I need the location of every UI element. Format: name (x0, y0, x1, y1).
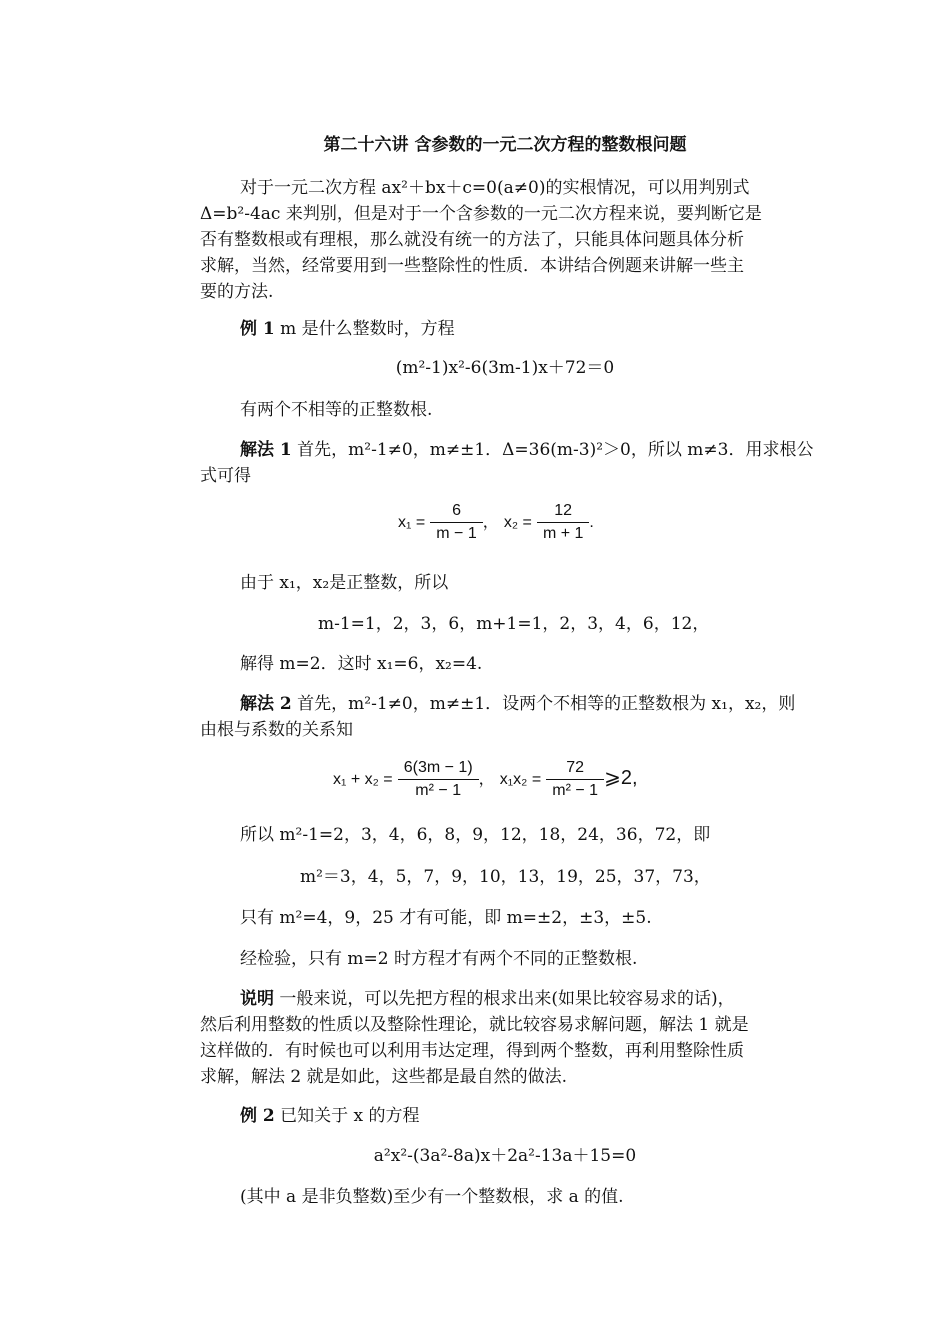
solution-1-line-5: 解得 m=2．这时 x₁=6，x₂=4. (240, 654, 483, 674)
solution-2-line-3: 所以 m²-1=2，3，4，6，8，9，12，18，24，36，72，即 (240, 825, 711, 845)
example-2-tail: (其中 a 是非负整数)至少有一个整数根，求 a 的值. (240, 1187, 624, 1207)
example-1-question: m 是什么整数时，方程 (274, 319, 455, 339)
solution-1-line-4: m-1=1，2，3，6，m+1=1，2，3，4，6，12， (318, 614, 710, 634)
note-line-2: 然后利用整数的性质以及整除性理论，就比较容易求解问题，解法 1 就是 (200, 1015, 749, 1035)
x1-numerator: 6 (430, 500, 482, 523)
note-label: 说明 (240, 989, 274, 1009)
sum-lhs: x₁ + x₂ = (333, 771, 393, 788)
solution-2-line-5: 只有 m²=4，9，25 才有可能，即 m=±2，±3，±5. (240, 908, 652, 928)
product-denominator: m² − 1 (552, 782, 599, 799)
x1-lhs: x₁ = (398, 514, 426, 531)
example-1-equation: (m²-1)x²-6(3m-1)x＋72＝0 (395, 358, 615, 378)
sum-denominator: m² − 1 (415, 782, 462, 799)
sum-fraction (398, 757, 479, 802)
solution-1-line-3: 由于 x₁，x₂是正整数，所以 (240, 573, 449, 593)
solution-1-line-2: 式可得 (200, 466, 251, 486)
solution-2-text: 首先，m²-1≠0，m≠±1．设两个不相等的正整数根为 x₁，x₂，则 (291, 694, 796, 714)
intro-line-1: 对于一元二次方程 ax²＋bx＋c=0(a≠0)的实根情况，可以用判别式 (240, 178, 750, 198)
note-line-3: 这样做的．有时候也可以利用韦达定理，得到两个整数，再利用整除性质 (200, 1041, 744, 1061)
x2-fraction (537, 500, 589, 545)
intro-line-4: 求解，当然，经常要用到一些整除性的性质．本讲结合例题来讲解一些主 (200, 256, 744, 276)
root-formula (398, 500, 594, 545)
page-title: 第二十六讲 含参数的一元二次方程的整数根问题 (323, 135, 687, 155)
note-line-4: 求解，解法 2 就是如此，这些都是最自然的做法. (200, 1067, 568, 1087)
example-1-heading (240, 316, 860, 342)
example-2-heading (240, 1103, 860, 1129)
note-text: 一般来说，可以先把方程的根求出来(如果比较容易求的话)， (274, 989, 735, 1009)
intro-line-5: 要的方法. (200, 282, 274, 302)
solution-2-line-4: m²＝3，4，5，7，9，10，13，19，25，37，73， (300, 867, 711, 887)
note-line-1 (240, 986, 860, 1012)
product-lhs: x₁x₂ = (499, 771, 542, 788)
product-inequality: ⩾2, (604, 767, 638, 789)
intro-line-2: Δ=b²-4ac 来判别，但是对于一个含参数的一元二次方程来说，要判断它是 (200, 204, 762, 224)
example-2-label: 例 2 (240, 1106, 275, 1126)
intro-line-3: 否有整数根或有理根，那么就没有统一的方法了，只能具体问题具体分析 (200, 230, 744, 250)
example-1-tail: 有两个不相等的正整数根. (240, 400, 433, 420)
vieta-formula (333, 757, 638, 802)
vieta-separator: ， (478, 771, 495, 788)
example-2-equation: a²x²-(3a²-8a)x＋2a²-13a＋15=0 (373, 1146, 637, 1166)
x2-lhs: x₂ = (503, 514, 532, 531)
product-fraction (546, 757, 604, 802)
root-separator: ， (482, 514, 499, 531)
x1-denominator: m − 1 (436, 525, 477, 542)
root-end: . (589, 514, 594, 531)
solution-1-label: 解法 1 (240, 440, 292, 460)
solution-1-line-1 (240, 437, 860, 463)
example-1-label: 例 1 (240, 319, 275, 339)
solution-2-line-2: 由根与系数的关系知 (200, 720, 353, 740)
x1-fraction (430, 500, 482, 545)
example-2-question: 已知关于 x 的方程 (274, 1106, 420, 1126)
solution-1-text: 首先，m²-1≠0，m≠±1．Δ=36(m-3)²＞0，所以 m≠3．用求根公 (291, 440, 814, 460)
x2-denominator: m + 1 (542, 525, 584, 542)
product-numerator: 72 (546, 757, 604, 780)
sum-numerator: 6(3m − 1) (398, 757, 479, 780)
x2-numerator: 12 (537, 500, 589, 523)
solution-2-line-1 (240, 691, 860, 717)
solution-2-label: 解法 2 (240, 694, 292, 714)
solution-2-line-6: 经检验，只有 m=2 时方程才有两个不同的正整数根. (240, 949, 638, 969)
